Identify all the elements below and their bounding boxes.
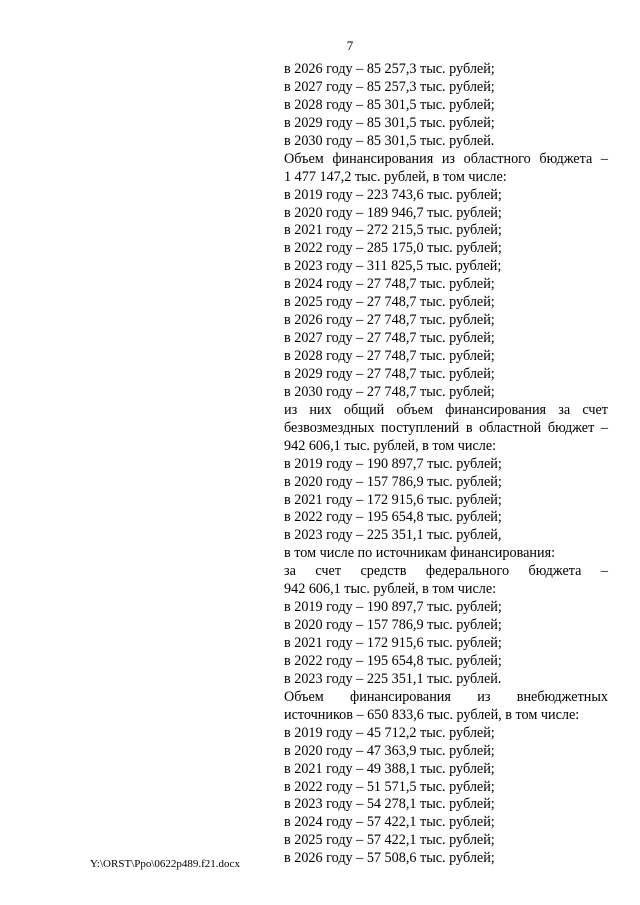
text-line: в 2021 году – 172 915,6 тыс. рублей; xyxy=(284,635,502,651)
text-line: Объем финансирования из внебюджетных xyxy=(284,688,608,705)
text-line: в 2027 году – 85 257,3 тыс. рублей; xyxy=(284,78,495,95)
text-line: в 2023 году – 225 351,1 тыс. рублей. xyxy=(284,670,502,687)
text-line: в 2022 году – 195 654,8 тыс. рублей; xyxy=(284,509,502,526)
text-line: в 2019 году – 45 712,2 тыс. рублей; xyxy=(284,724,495,741)
text-line: в 2026 году – 57 508,6 тыс. рублей; xyxy=(284,850,495,867)
text-line: в 2022 году – 285 175,0 тыс. рублей; xyxy=(284,240,502,257)
text-line: в 2019 году – 190 897,7 тыс. рублей; xyxy=(284,455,502,472)
text-line: в 2024 году – 27 748,7 тыс. рублей; xyxy=(284,276,495,293)
text-line: в 2028 году – 27 748,7 тыс. рублей; xyxy=(284,348,495,364)
text-line: в 2027 году – 27 748,7 тыс. рублей; xyxy=(284,330,495,347)
text-line: в 2025 году – 57 422,1 тыс. рублей; xyxy=(284,832,495,849)
text-line: 942 606,1 тыс. рублей, в том числе: xyxy=(284,581,497,598)
page-number: 7 xyxy=(346,38,354,53)
text-line: в 2024 году – 57 422,1 тыс. рублей; xyxy=(284,814,495,831)
text-line: в 2023 году – 225 351,1 тыс. рублей, xyxy=(284,527,502,544)
text-line: в 2030 году – 85 301,5 тыс. рублей. xyxy=(284,132,495,149)
text-line: в 2020 году – 189 946,7 тыс. рублей; xyxy=(284,204,502,221)
text-line: в 2020 году – 157 786,9 тыс. рублей; xyxy=(284,617,502,634)
text-line: Объем финансирования из областного бюджета – xyxy=(284,150,608,167)
text-line: в 2026 году – 27 748,7 тыс. рублей; xyxy=(284,312,495,329)
footer-file-path: Y:\ORST\Ppo\0622p489.f21.docx xyxy=(90,858,240,870)
text-line: в 2021 году – 172 915,6 тыс. рублей; xyxy=(284,491,502,508)
text-line: в 2028 году – 85 301,5 тыс. рублей; xyxy=(284,96,495,113)
text-line: в 2030 году – 27 748,7 тыс. рублей; xyxy=(284,383,495,400)
text-line: за счет средств федерального бюджета – xyxy=(284,563,608,580)
text-line: в 2029 году – 27 748,7 тыс. рублей; xyxy=(284,365,495,382)
text-line: в 2023 году – 311 825,5 тыс. рублей; xyxy=(284,258,502,275)
text-line: безвозмездных поступлений в областной бюджет – xyxy=(284,419,608,436)
text-line: в 2022 году – 195 654,8 тыс. рублей; xyxy=(284,652,502,669)
text-line: источников – 650 833,6 тыс. рублей, в том числе: xyxy=(284,706,580,723)
text-line: из них общий объем финансирования за счет xyxy=(284,401,608,418)
text-line: в 2020 году – 157 786,9 тыс. рублей; xyxy=(284,473,502,490)
text-line: в 2025 году – 27 748,7 тыс. рублей; xyxy=(284,294,495,311)
document-body xyxy=(284,61,608,868)
text-line: в 2022 году – 51 571,5 тыс. рублей; xyxy=(284,778,495,795)
text-line: 1 477 147,2 тыс. рублей, в том числе: xyxy=(284,168,507,185)
text-line: в 2021 году – 272 215,5 тыс. рублей; xyxy=(284,222,502,239)
text-line: в 2021 году – 49 388,1 тыс. рублей; xyxy=(284,760,495,777)
text-line: в 2026 году – 85 257,3 тыс. рублей; xyxy=(284,61,495,77)
text-line: в 2023 году – 54 278,1 тыс. рублей; xyxy=(284,796,495,813)
text-line: в том числе по источникам финансирования: xyxy=(284,545,556,562)
text-line: в 2029 году – 85 301,5 тыс. рублей; xyxy=(284,114,495,131)
text-line: в 2019 году – 190 897,7 тыс. рублей; xyxy=(284,599,502,616)
text-line: 942 606,1 тыс. рублей, в том числе: xyxy=(284,437,497,454)
text-line: в 2020 году – 47 363,9 тыс. рублей; xyxy=(284,742,495,759)
text-line: в 2019 году – 223 743,6 тыс. рублей; xyxy=(284,186,502,203)
